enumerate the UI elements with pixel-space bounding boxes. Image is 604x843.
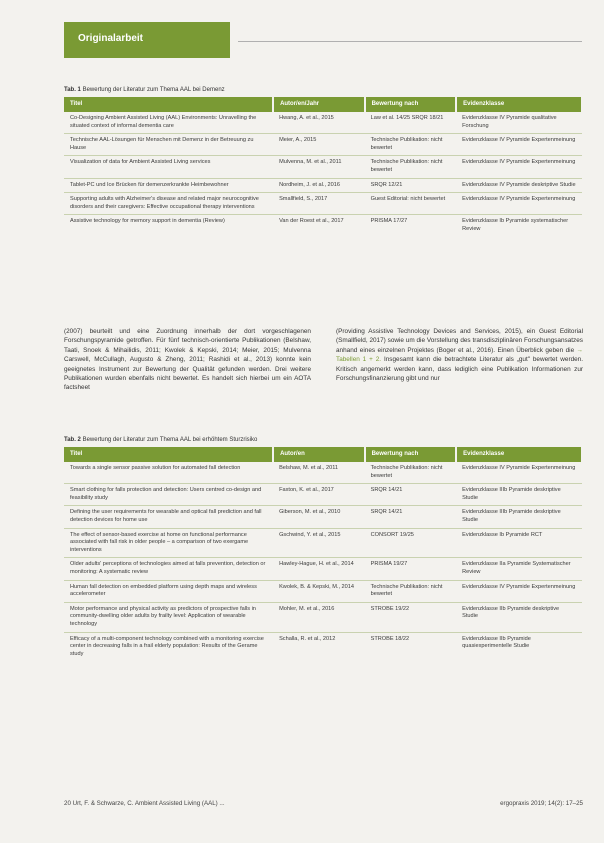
- table-cell: Schalla, R. et al., 2012: [273, 632, 365, 661]
- table-row: [64, 112, 582, 134]
- table-cell: Technische Publikation: nicht bewertet: [370, 465, 443, 479]
- table-cell: Technische Publikation: nicht bewertet: [365, 156, 457, 178]
- literature-table-dementia: [64, 97, 583, 237]
- table-cell: Tablet-PC und Ice Brücken für demenzerkrankte Heimbewohner: [64, 178, 273, 193]
- table2-caption-label: Tab. 2: [64, 437, 81, 443]
- table-cell: Co-Designing Ambient Assisted Living (AAL) Environments: Unravelling the situated context of informal dementia care: [70, 115, 257, 129]
- table1-caption: [64, 87, 225, 93]
- body-text-left: (2007) beurteilt und eine Zuordnung innerhalb der dort vorgeschlagenen Forschungspyramide getroffen. Für fünf technisch-orientierte Publikationen (Belshaw, Taati, Snoek & Mihailidis, 2011; Kwolek & Kepski, 2014; Meier, 2015; Mulvenna Carswell, McCullagh, Augusto & Zheng, 2011; Rashidi et al., 2013) konnte kein geeignetes Instrument zur Bewertung der Qualität gefunden werden. Drei weitere Publikationen wurden ebenfalls nicht bewertet. Es handelt sich hierbei um ein AOTA factsheet: [64, 328, 311, 392]
- table-cell: Evidenzklasse IIb Pyramide deskriptive Studie: [456, 602, 582, 632]
- table-cell: Smart clothing for falls protection and detection: Users centred co-design and feasibility study: [64, 484, 273, 506]
- table-cell: Hwang, A. et al., 2015: [279, 115, 334, 121]
- column-header: Titel: [64, 97, 273, 112]
- table-cell: Evidenzklasse IV Pyramide Expertenmeinung: [456, 134, 582, 156]
- column-header: Autor/en/Jahr: [273, 97, 365, 112]
- table-row: [64, 193, 582, 215]
- table-cell: Van der Roest et al., 2017: [273, 215, 365, 237]
- table-cell: Evidenzklasse IV Pyramide Expertenmeinung: [456, 156, 582, 178]
- column-header: Evidenzklasse: [456, 447, 582, 462]
- table-reference-link[interactable]: → Tabellen 1 + 2.: [336, 346, 583, 364]
- table-cell: Guest Editorial: nicht bewertet: [365, 193, 457, 215]
- table1-caption-text: Bewertung der Literatur zum Thema AAL bei Demenz: [82, 87, 225, 93]
- table-cell: The effect of sensor-based exercise at home on functional performance associated with fall risk in older people – a comparison of two exergame interventions: [64, 528, 273, 558]
- table-cell: SRQR 14/21: [365, 484, 457, 506]
- table1-caption-label: Tab. 1: [64, 87, 81, 93]
- table-cell: Giberson, M. et al., 2010: [273, 506, 365, 528]
- table-cell: Efficacy of a multi-component technology combined with a monitoring exercise center in decreasing falls in a frail elderly population: Results of the Gerame study: [64, 632, 273, 661]
- table-cell: Defining the user requirements for wearable and optical fall prediction and fall detection devices for home use: [64, 506, 273, 528]
- table-row: [64, 462, 582, 484]
- literature-table-falls: [64, 447, 583, 661]
- table2-caption-text: Bewertung der Literatur zum Thema AAL bei erhöhtem Sturzrisiko: [82, 437, 258, 443]
- table-cell: Evidenzklasse IV Pyramide Expertenmeinung: [456, 193, 582, 215]
- table-header-row: [64, 97, 582, 112]
- table-cell: Mulvenna, M. et al., 2011: [273, 156, 365, 178]
- table-cell: STROBE 19/22: [365, 602, 457, 632]
- table-cell: STROBE 18/22: [365, 632, 457, 661]
- table-header-row: [64, 447, 582, 462]
- table-row: [64, 134, 582, 156]
- table-row: [64, 580, 582, 602]
- body-text-right: [336, 327, 583, 383]
- table-cell: PRISMA 19/27: [365, 558, 457, 580]
- table-row: [64, 215, 582, 237]
- table-row: [64, 178, 582, 193]
- body-text-right-start: (Providing Assistive Technology Devices and Services, 2015), ein Guest Editorial (Smallfield, 2017) sowie um die Vorstellung des transdisziplinären Forschungsansatzes anhand eines einzelnen Projektes (Boger et al., 2016). Einen Überblick geben die: [336, 328, 583, 354]
- body-text-right-end: Insgesamt kann die betrachtete Literatur als „gut" bewertet werden. Kritisch angemerkt werden kann, dass lediglich eine Publikation Informationen zur Forschungsfinanzierung gibt und nur: [336, 356, 584, 383]
- section-label: Originalarbeit: [78, 33, 144, 44]
- column-header: Evidenzklasse: [456, 97, 582, 112]
- table-cell: Assistive technology for memory support in dementia (Review): [64, 215, 273, 237]
- table-cell: Gschwind, Y. et al., 2015: [273, 528, 365, 558]
- table-cell: Kwolek, B. & Kepski, M., 2014: [273, 580, 365, 602]
- table-cell: SRQR 12/21: [365, 178, 457, 193]
- table-cell: Evidenzklasse IIIb Pyramide deskriptive Studie: [456, 506, 582, 528]
- table-cell: SRQR 14/21: [365, 506, 457, 528]
- table-row: [64, 156, 582, 178]
- table-cell: Evidenzklasse IV Pyramide Expertenmeinung: [456, 580, 582, 602]
- table-cell: Belshaw, M. et al., 2011: [279, 465, 339, 471]
- table-cell: Evidenzklasse Ib Pyramide RCT: [456, 528, 582, 558]
- table-cell: Evidenzklasse IIb Pyramide quasiexperimentelle Studie: [456, 632, 582, 661]
- table-cell: Law et al. 14/25 SRQR 18/21: [370, 115, 444, 121]
- table-cell: Faxton, K. et al., 2017: [273, 484, 365, 506]
- table-cell: Nordheim, J. et al., 2016: [273, 178, 365, 193]
- table-cell: Visualization of data for Ambient Assisted Living services: [64, 156, 273, 178]
- table-cell: Older adults' perceptions of technologies aimed at falls prevention, detection or monitoring: A systematic review: [64, 558, 273, 580]
- table-cell: Supporting adults with Alzheimer's disease and related major neurocognitive disorders and their caregivers: Effective occupational therapy interventions: [64, 193, 273, 215]
- table-cell: Evidenzklasse IV Pyramide qualitative Forschung: [462, 115, 557, 129]
- table-row: [64, 528, 582, 558]
- table-cell: Evidenzklasse IIIb Pyramide deskriptive Studie: [456, 484, 582, 506]
- table-row: [64, 602, 582, 632]
- table-row: [64, 484, 582, 506]
- table-cell: Motor performance and physical activity as predictors of prospective falls in community-dwelling older adults by frailty level: Application of wearable technology: [64, 602, 273, 632]
- table-cell: Technische AAL-Lösungen für Menschen mit Demenz in der Betreuung zu Hause: [64, 134, 273, 156]
- column-header: Bewertung nach: [365, 97, 457, 112]
- table-cell: Hawley-Hague, H. et al., 2014: [273, 558, 365, 580]
- table-cell: Smallfield, S., 2017: [273, 193, 365, 215]
- table-cell: Meier, A., 2015: [273, 134, 365, 156]
- table-cell: Towards a single sensor passive solution for automated fall detection: [70, 465, 241, 471]
- footer-citation: 20 Urt, F. & Schwarze, C. Ambient Assisted Living (AAL) ...: [64, 800, 225, 807]
- column-header: Autor/en: [273, 447, 365, 462]
- header-rule: [238, 41, 582, 42]
- table-row: [64, 506, 582, 528]
- table2-caption: [64, 437, 257, 443]
- table-cell: Evidenzklasse IV Pyramide deskriptive Studie: [456, 178, 582, 193]
- table-cell: CONSORT 19/25: [365, 528, 457, 558]
- table-cell: Evidenzklasse IIa Pyramide Systematischer Review: [456, 558, 582, 580]
- table-cell: Evidenzklasse IV Pyramide Expertenmeinung: [462, 465, 576, 471]
- table-row: [64, 632, 582, 661]
- table-cell: PRISMA 17/27: [365, 215, 457, 237]
- table-cell: Technische Publikation: nicht bewertet: [365, 580, 457, 602]
- table-cell: Human fall detection on embedded platform using depth maps and wireless accelerometer: [64, 580, 273, 602]
- footer-journal: ergopraxis 2019; 14(2): 17–25: [500, 800, 583, 807]
- table-cell: Technische Publikation: nicht bewertet: [365, 134, 457, 156]
- section-header: [64, 22, 230, 58]
- table-cell: Mohler, M. et al., 2016: [273, 602, 365, 632]
- table-cell: Evidenzklasse Ib Pyramide systematischer Review: [456, 215, 582, 237]
- table-row: [64, 558, 582, 580]
- column-header: Bewertung nach: [365, 447, 457, 462]
- column-header: Titel: [64, 447, 273, 462]
